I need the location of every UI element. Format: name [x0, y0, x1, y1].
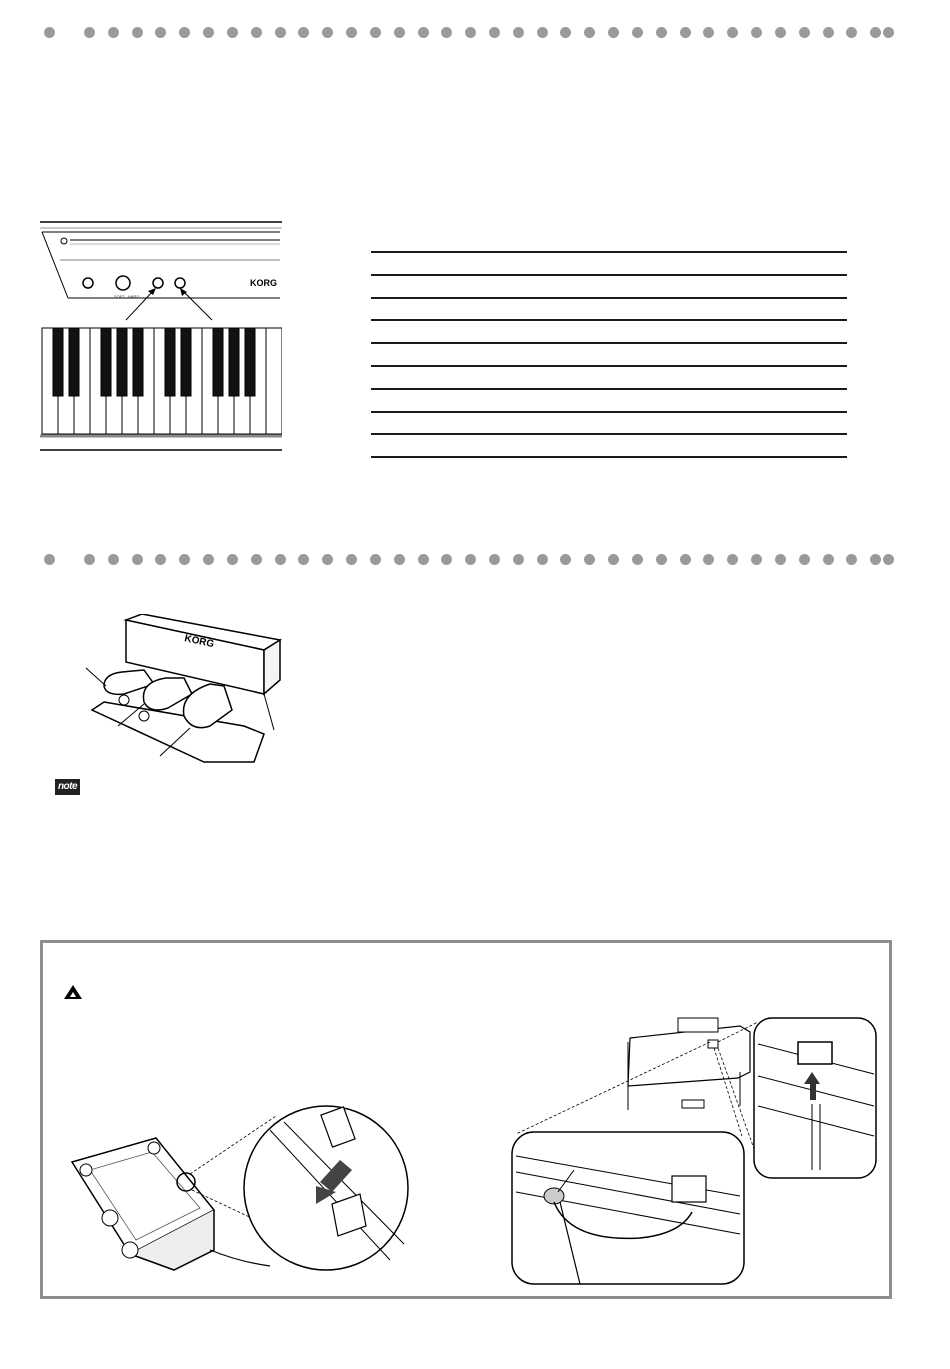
divider-dot: [108, 27, 119, 38]
divider-dot: [418, 27, 429, 38]
knob-label-soft: SOFT: [114, 294, 125, 299]
headphone-jack-2-icon: [175, 278, 185, 288]
section-divider-middle: [44, 554, 894, 566]
divider-dot: [155, 27, 166, 38]
divider-dot: [883, 27, 894, 38]
black-key: [117, 328, 127, 396]
divider-dot: [537, 27, 548, 38]
table-rule: [371, 388, 847, 390]
divider-dot: [727, 554, 738, 565]
table-rule: [371, 251, 847, 253]
stand-connector-illustration: [510, 1016, 880, 1288]
divider-dot: [703, 27, 714, 38]
divider-dot: [346, 554, 357, 565]
divider-dot: [251, 554, 262, 565]
divider-dot: [322, 554, 333, 565]
divider-dot: [680, 27, 691, 38]
korg-logo: KORG: [250, 278, 277, 288]
black-key: [101, 328, 111, 396]
divider-dot: [275, 554, 286, 565]
table-rule: [371, 297, 847, 299]
table-rule: [371, 433, 847, 435]
divider-dot: [322, 27, 333, 38]
divider-dot: [703, 554, 714, 565]
black-key: [133, 328, 143, 396]
divider-dot: [560, 27, 571, 38]
divider-dot: [441, 27, 452, 38]
divider-dot: [489, 27, 500, 38]
divider-dot: [298, 554, 309, 565]
black-key: [165, 328, 175, 396]
divider-dot: [179, 554, 190, 565]
divider-dot: [537, 554, 548, 565]
divider-dot: [846, 27, 857, 38]
headphone-jack-1-icon: [153, 278, 163, 288]
divider-dot: [203, 554, 214, 565]
divider-dot: [465, 27, 476, 38]
table-rule: [371, 319, 847, 321]
divider-dot: [751, 27, 762, 38]
divider-dot: [465, 554, 476, 565]
divider-dot: [418, 554, 429, 565]
divider-dot: [108, 554, 119, 565]
divider-dot: [275, 27, 286, 38]
divider-dot: [584, 27, 595, 38]
divider-dot: [44, 554, 55, 565]
volume-knob-icon: [116, 276, 130, 290]
pedal-unit-illustration: [84, 614, 292, 766]
divider-dot: [84, 27, 95, 38]
black-key: [245, 328, 255, 396]
divider-dot: [608, 554, 619, 565]
divider-dot: [227, 554, 238, 565]
divider-dot: [751, 554, 762, 565]
divider-dot: [775, 554, 786, 565]
divider-dot: [823, 27, 834, 38]
power-switch-icon: [83, 278, 93, 288]
divider-dot: [513, 27, 524, 38]
note-icon: note: [55, 779, 80, 795]
divider-dot: [608, 27, 619, 38]
divider-dot: [870, 554, 881, 565]
divider-dot: [727, 27, 738, 38]
divider-dot: [346, 27, 357, 38]
divider-dot: [227, 27, 238, 38]
divider-dot: [394, 554, 405, 565]
pedal-korg-logo: KORG: [183, 633, 216, 651]
divider-dot: [584, 554, 595, 565]
black-key: [69, 328, 79, 396]
divider-dot: [632, 554, 643, 565]
black-key: [53, 328, 63, 396]
divider-dot: [883, 554, 894, 565]
black-key: [213, 328, 223, 396]
divider-dot: [370, 27, 381, 38]
keyboard-front-panel-illustration: [40, 220, 282, 458]
white-key: [266, 328, 282, 434]
divider-dot: [560, 554, 571, 565]
power-indicator-icon: [61, 238, 67, 244]
divider-dot: [775, 27, 786, 38]
divider-dot: [441, 554, 452, 565]
divider-dot: [155, 554, 166, 565]
divider-dot: [632, 27, 643, 38]
divider-dot: [799, 27, 810, 38]
divider-dot: [251, 27, 262, 38]
divider-dot: [298, 27, 309, 38]
divider-dot: [846, 554, 857, 565]
divider-dot: [656, 554, 667, 565]
table-rule: [371, 411, 847, 413]
divider-dot: [513, 554, 524, 565]
divider-dot: [823, 554, 834, 565]
pedal-connector-illustration: [70, 1100, 415, 1285]
knob-label-hard: HARD: [128, 294, 140, 299]
divider-dot: [44, 27, 55, 38]
divider-dot: [680, 554, 691, 565]
section-divider-top: [44, 27, 894, 39]
black-key: [229, 328, 239, 396]
divider-dot: [489, 554, 500, 565]
table-rule: [371, 342, 847, 344]
divider-dot: [132, 554, 143, 565]
table-rule: [371, 274, 847, 276]
keyboard-keys: [42, 328, 282, 434]
table-rule: [371, 456, 847, 458]
divider-dot: [370, 554, 381, 565]
divider-dot: [799, 554, 810, 565]
divider-dot: [179, 27, 190, 38]
divider-dot: [84, 554, 95, 565]
divider-dot: [656, 27, 667, 38]
table-rule: [371, 365, 847, 367]
divider-dot: [132, 27, 143, 38]
divider-dot: [394, 27, 405, 38]
caution-icon: [62, 983, 84, 1001]
black-key: [181, 328, 191, 396]
divider-dot: [870, 27, 881, 38]
divider-dot: [203, 27, 214, 38]
